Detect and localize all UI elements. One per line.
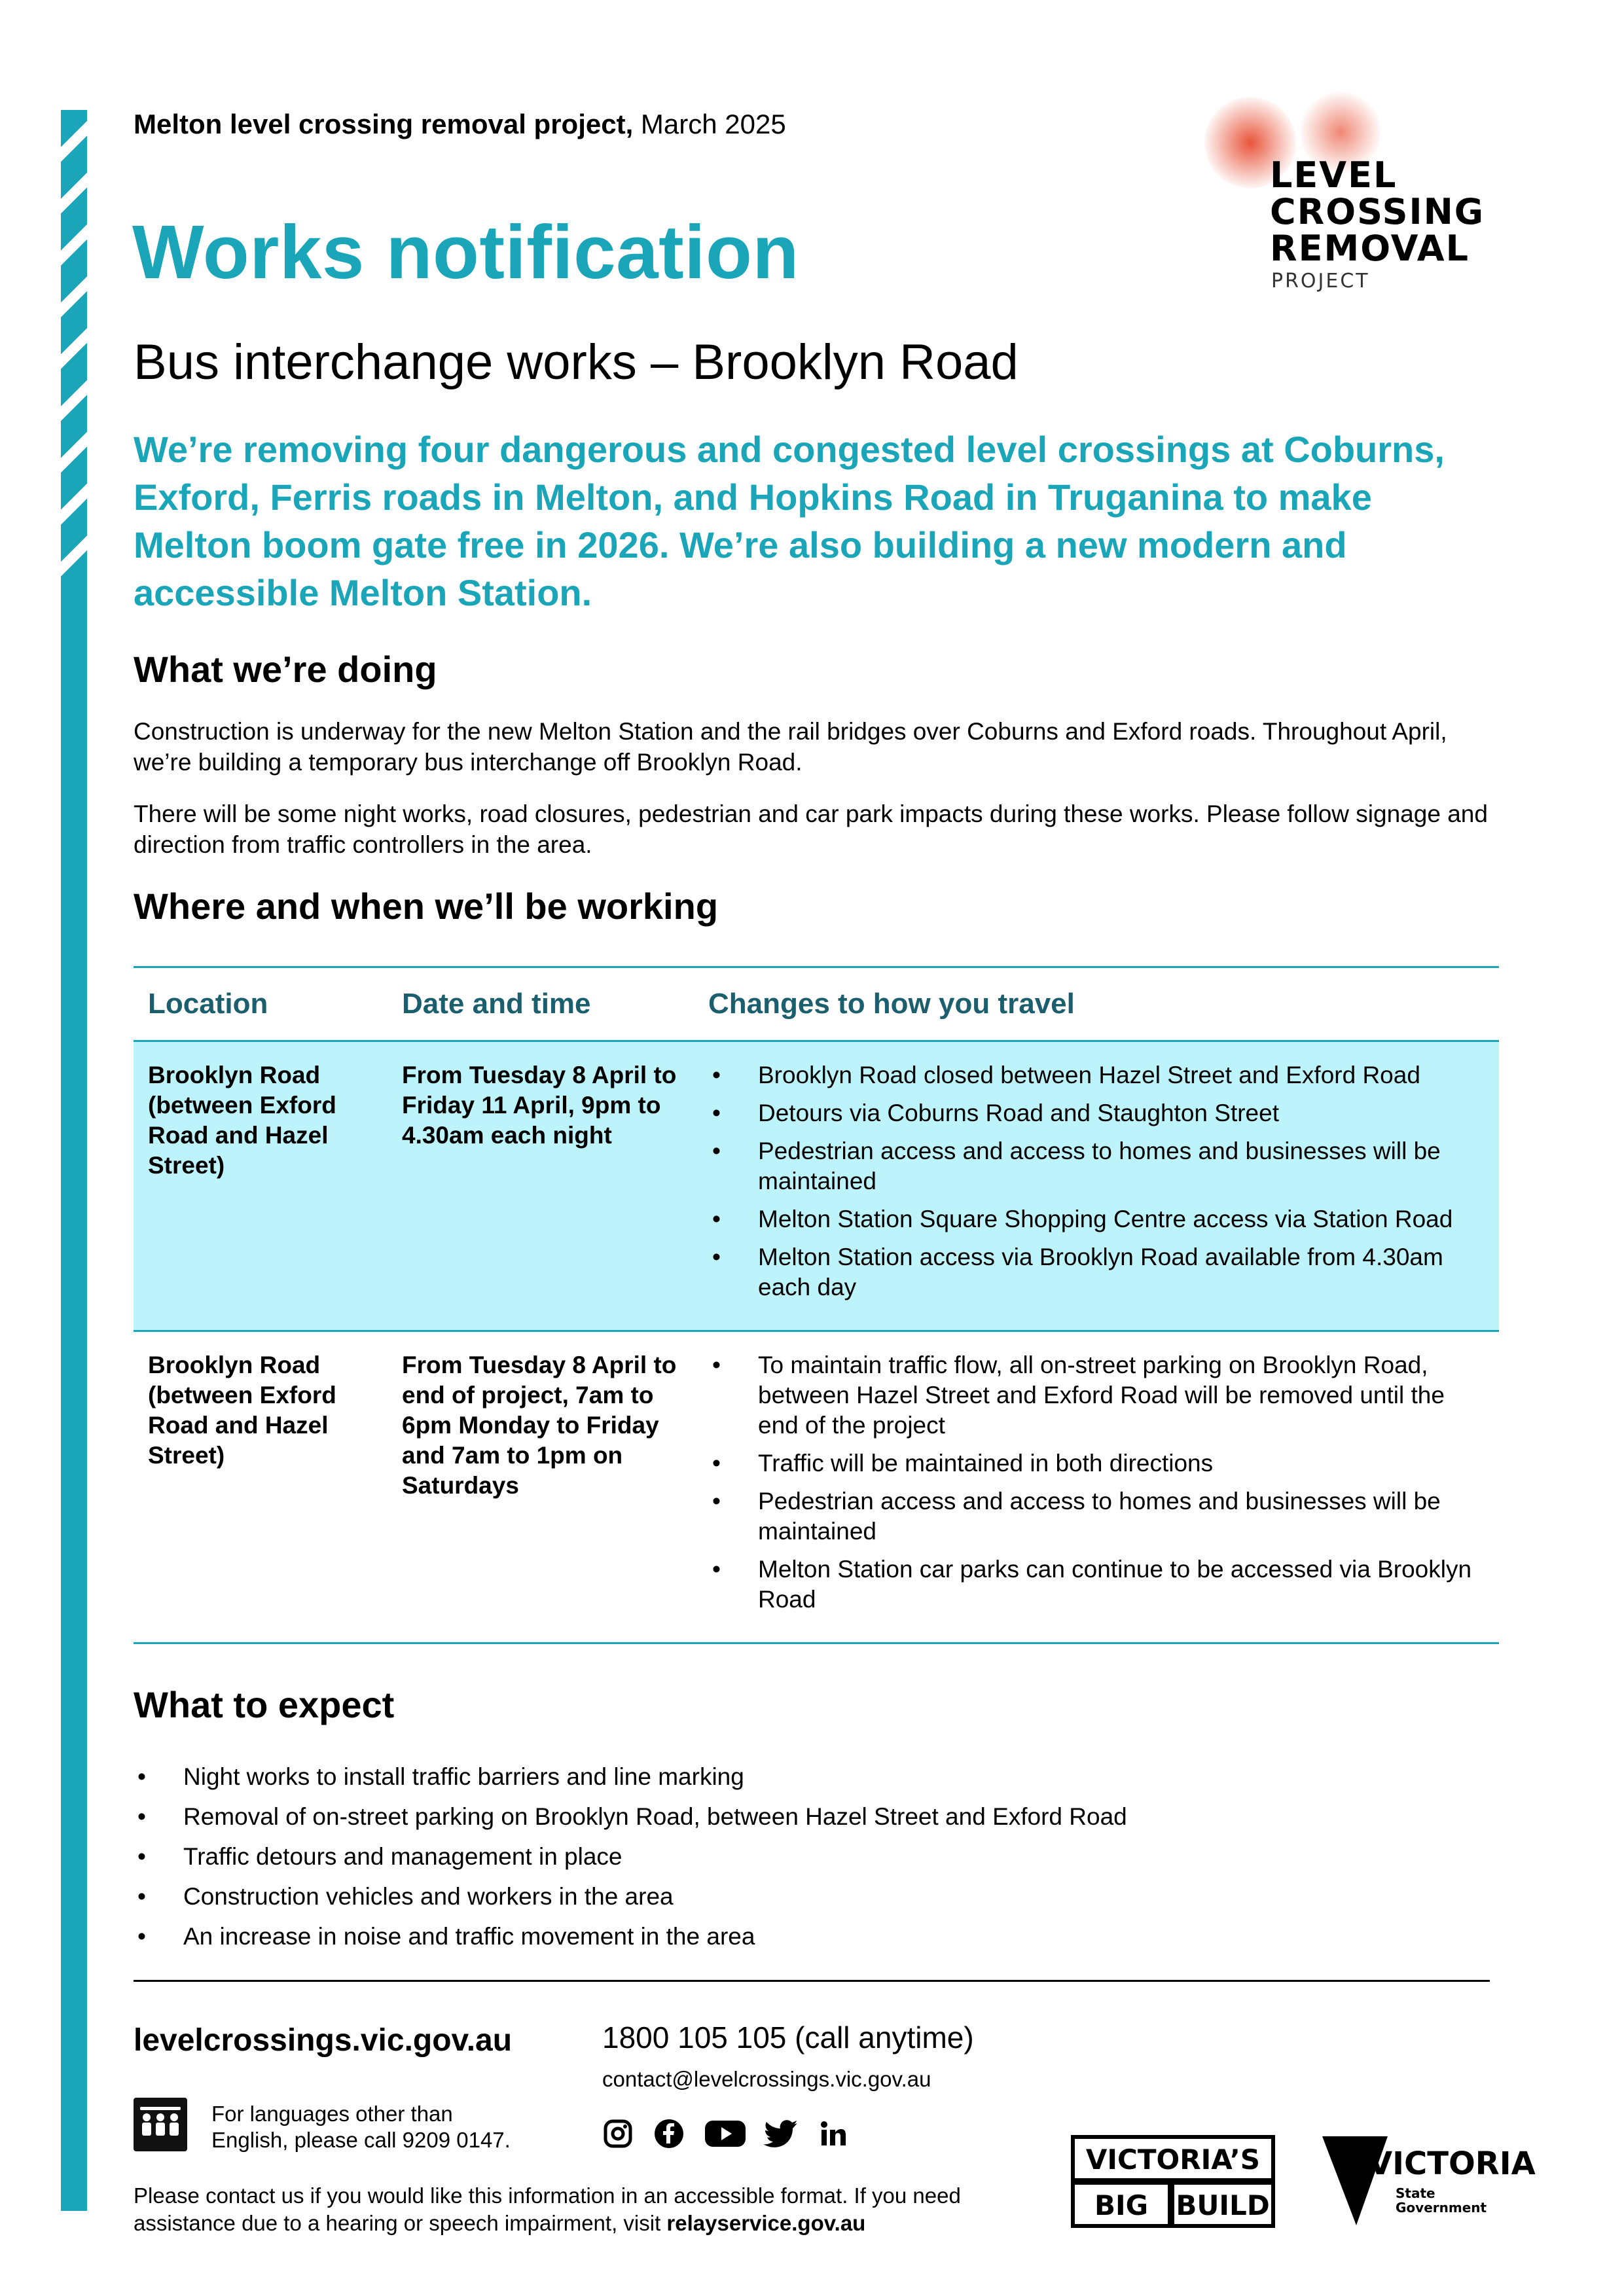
list-item: • Traffic detours and management in place xyxy=(134,1840,1443,1873)
vbb-line-2: BIG xyxy=(1094,2189,1149,2221)
email-link[interactable]: contact@levelcrossings.vic.gov.au xyxy=(602,2067,931,2091)
linkedin-icon[interactable] xyxy=(817,2118,848,2149)
doing-paragraph-1: Construction is underway for the new Melton Station and the rail bridges over Coburns and Exford roads. Throughout April, we’re building a temporary bus interchange off Brooklyn Road. xyxy=(134,718,1447,776)
logo-line-2: CROSSING xyxy=(1270,191,1485,232)
languages-info xyxy=(211,2101,511,2153)
logo-wordmark xyxy=(1270,154,1485,269)
project-date: March 2025 xyxy=(640,109,786,139)
list-item: • An increase in noise and traffic movement in the area xyxy=(134,1920,1443,1952)
victorias-big-build-logo xyxy=(1071,2135,1275,2228)
list-item: • Melton Station Square Shopping Centre access via Station Road xyxy=(708,1204,1485,1234)
vbb-line-3: BUILD xyxy=(1176,2189,1270,2221)
accessibility-note xyxy=(134,2182,1050,2237)
heading-what-doing: What we’re doing xyxy=(134,649,437,690)
list-item: • Pedestrian access and access to homes and businesses will be maintained xyxy=(708,1136,1485,1196)
vic-state: State xyxy=(1396,2185,1435,2201)
col-location: Location xyxy=(134,967,388,1041)
page-subtitle: Bus interchange works – Brooklyn Road xyxy=(134,334,1019,390)
logo-line-1: LEVEL xyxy=(1270,154,1398,196)
page-title: Works notification xyxy=(132,209,799,295)
vic-wordmark: VICTORIA xyxy=(1368,2145,1536,2182)
heading-what-expect: What to expect xyxy=(134,1684,395,1725)
row-datetime: From Tuesday 8 April to Friday 11 April, 9pm to 4.30am each night xyxy=(388,1041,694,1331)
list-item: • Removal of on-street parking on Brooklyn Road, between Hazel Street and Exford Road xyxy=(134,1801,1443,1833)
languages-line-2: English, please call 9209 0147. xyxy=(211,2128,511,2152)
row-location: Brooklyn Road (between Exford Road and Hazel Street) xyxy=(134,1331,388,1643)
list-item: • Pedestrian access and access to homes and businesses will be maintained xyxy=(708,1486,1485,1547)
list-item: • Detours via Coburns Road and Staughton Street xyxy=(708,1098,1485,1128)
intro-statement: We’re removing four dangerous and congested level crossings at Coburns, Exford, Ferris roads in Melton, and Hopkins Road in Truganina to make Melton boom gate free in 2026. We’re also building a new modern and accessible Melton Station. xyxy=(134,429,1445,613)
row-location: Brooklyn Road (between Exford Road and Hazel Street) xyxy=(134,1041,388,1331)
social-links xyxy=(602,2118,848,2149)
list-item: • Night works to install traffic barriers and line marking xyxy=(134,1761,1443,1793)
accessibility-text: Please contact us if you would like this information in an accessible format. If you need assistance due to a hearing or speech impairment, visit xyxy=(134,2183,961,2235)
list-item: • Brooklyn Road closed between Hazel Street and Exford Road xyxy=(708,1060,1485,1090)
languages-icon xyxy=(134,2098,187,2151)
project-name: Melton level crossing removal project, xyxy=(134,109,634,139)
list-item: • Traffic will be maintained in both directions xyxy=(708,1448,1485,1479)
expect-list xyxy=(134,1761,1443,1960)
youtube-icon[interactable] xyxy=(704,2118,746,2149)
list-item: • To maintain traffic flow, all on-street parking on Brooklyn Road, between Hazel Street and Exford Road will be removed until the end of the project xyxy=(708,1350,1485,1441)
twitter-icon[interactable] xyxy=(766,2118,797,2149)
row-changes xyxy=(694,1331,1499,1643)
relay-service-link[interactable]: relayservice.gov.au xyxy=(666,2211,866,2235)
row-datetime: From Tuesday 8 April to end of project, 7am to 6pm Monday to Friday and 7am to 1pm on Saturdays xyxy=(388,1331,694,1643)
victoria-government-logo xyxy=(1322,2134,1536,2231)
project-line xyxy=(134,109,786,140)
instagram-icon[interactable] xyxy=(602,2118,634,2149)
lxrp-logo xyxy=(1198,92,1485,301)
logo-subtext: PROJECT xyxy=(1271,270,1370,293)
table-row xyxy=(134,1331,1499,1643)
website-link[interactable]: levelcrossings.vic.gov.au xyxy=(134,2023,513,2058)
footer-divider xyxy=(134,1980,1490,1982)
list-item: • Melton Station access via Brooklyn Road available from 4.30am each day xyxy=(708,1242,1485,1302)
table-row xyxy=(134,1041,1499,1331)
facebook-icon[interactable] xyxy=(653,2118,685,2149)
doing-paragraph-2: There will be some night works, road closures, pedestrian and car park impacts during these works. Please follow signage and direction from traffic controllers in the area. xyxy=(134,800,1488,858)
col-date-time: Date and time xyxy=(388,967,694,1041)
logo-line-3: REMOVAL xyxy=(1270,228,1470,269)
col-changes: Changes to how you travel xyxy=(694,967,1499,1041)
row-changes xyxy=(694,1041,1499,1331)
vic-government: Government xyxy=(1396,2200,1487,2215)
list-item: • Construction vehicles and workers in the area xyxy=(134,1880,1443,1912)
side-stripe-pattern xyxy=(61,110,87,581)
vbb-line-1: VICTORIA’S xyxy=(1085,2144,1261,2176)
works-schedule-table xyxy=(134,966,1499,1644)
heading-where-when: Where and when we’ll be working xyxy=(134,886,719,927)
table-header-row xyxy=(134,967,1499,1041)
phone-number[interactable]: 1800 105 105 (call anytime) xyxy=(602,2020,974,2054)
languages-line-1: For languages other than xyxy=(211,2102,453,2126)
list-item: • Melton Station car parks can continue to be accessed via Brooklyn Road xyxy=(708,1554,1485,1615)
